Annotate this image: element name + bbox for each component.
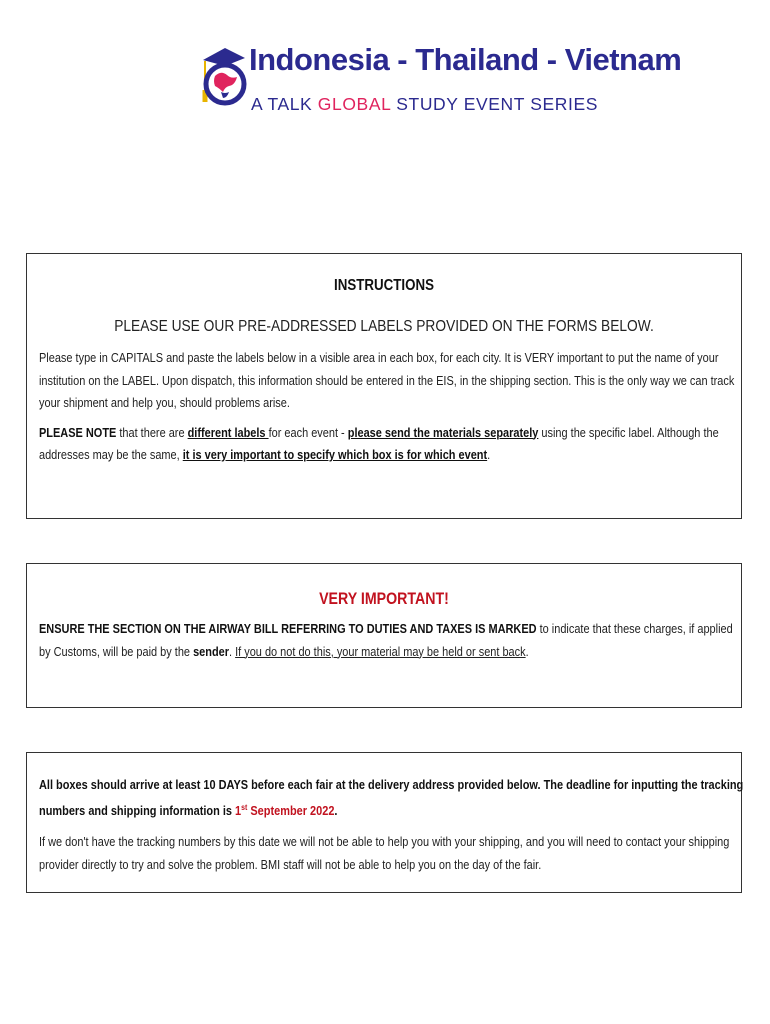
deadline-day-suffix: st	[241, 802, 248, 812]
instructions-subheading: PLEASE USE OUR PRE-ADDRESSED LABELS PROVIDED ON THE FORMS BELOW.	[114, 318, 654, 335]
instructions-paragraph: Please type in CAPITALS and paste the labels below in a visible area in each box, for each city. It is VERY important to put the name of your institution on the LABEL. Upon dispatch, this information should be entered in the EIS, in the shipping section. This is the only way we can track your shipment and help you, should problems arise.	[39, 351, 735, 410]
deadline-date	[235, 804, 334, 818]
tracking-warning-paragraph: If we don't have the tracking numbers by this date we will not be able to help you with your shipping, and you will need to contact your shipping provider directly to try and solve the problem. BMI staff will not be able to help you on the day of the fair.	[39, 835, 730, 872]
event-title: Indonesia - Thailand - Vietnam	[249, 42, 682, 77]
note-send-separately: please send the materials separately	[347, 425, 539, 440]
important-paragraph	[39, 618, 747, 663]
graduation-cap-globe-icon	[199, 40, 247, 110]
event-tagline	[251, 94, 598, 115]
held-warning: If you do not do this, your material may be held or sent back	[235, 644, 526, 659]
note-text-1: that there are	[116, 425, 188, 440]
note-end: .	[487, 448, 491, 462]
tagline-suffix: STUDY EVENT SERIES	[390, 94, 598, 114]
important-heading: VERY IMPORTANT!	[319, 590, 449, 608]
note-label: PLEASE NOTE	[39, 425, 117, 440]
deadline-paragraph	[39, 774, 747, 822]
important-text-1: to indicate that these charges, if applied by Customs, will be paid by the	[39, 622, 733, 659]
event-header	[195, 38, 682, 118]
deadline-lead: All boxes should arrive at least 10 DAYS before each fair at the delivery address provided below. The deadline for inputting the tracking numbers and shipping information is	[39, 778, 744, 818]
deadline-month-year: September 2022	[247, 803, 335, 818]
important-end: .	[525, 644, 529, 659]
instructions-heading: INSTRUCTIONS	[334, 277, 434, 294]
instructions-box	[26, 253, 742, 519]
tagline-accent: GLOBAL	[317, 94, 391, 114]
note-text-3: using the specific label. Although the addresses may be the same,	[39, 425, 719, 462]
note-specify-box: it is very important to specify which box is for which event	[182, 448, 488, 462]
important-text-2: .	[229, 644, 236, 659]
sender-text: sender	[193, 644, 230, 659]
ensure-duties-text: ENSURE THE SECTION ON THE AIRWAY BILL REFERRING TO DUTIES AND TAXES IS MARKED	[39, 622, 537, 636]
deadline-box	[26, 752, 742, 893]
tagline-prefix: A TALK	[251, 94, 318, 114]
important-box	[26, 563, 742, 708]
note-different-labels: different labels	[187, 425, 269, 440]
deadline-day: 1	[235, 803, 242, 818]
instructions-note	[39, 422, 747, 467]
note-text-2: for each event -	[268, 425, 348, 440]
deadline-end: .	[334, 803, 338, 818]
